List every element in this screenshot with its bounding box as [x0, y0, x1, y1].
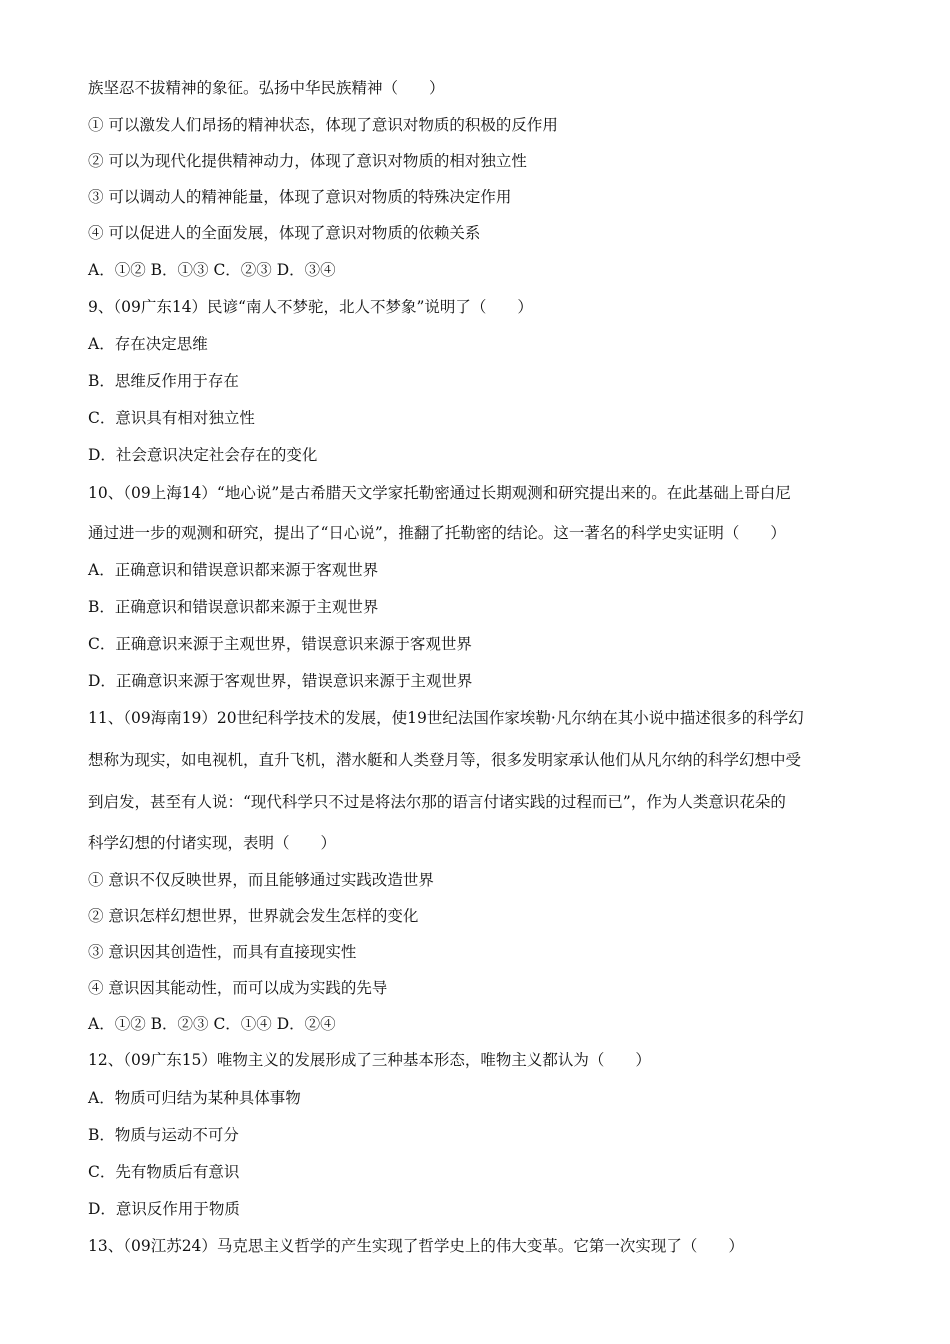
q10-stem-line-2: 通过进一步的观测和研究，提出了“日心说”，推翻了托勒密的结论。这一著名的科学史实证明（ ）	[88, 524, 786, 542]
q8-stem-continued: 族坚忍不拔精神的象征。弘扬中华民族精神（ ）	[88, 79, 445, 97]
q9-option-c: C．意识具有相对独立性	[88, 409, 255, 427]
q11-statement-2: ② 意识怎样幻想世界，世界就会发生怎样的变化	[88, 907, 419, 925]
q11-statement-3: ③ 意识因其创造性，而具有直接现实性	[88, 943, 357, 961]
q9-option-b: B．思维反作用于存在	[88, 372, 239, 390]
q12-option-a: A．物质可归结为某种具体事物	[88, 1089, 301, 1107]
q11-stem-line-2: 想称为现实，如电视机，直升飞机，潜水艇和人类登月等，很多发明家承认他们从凡尔纳的科学幻想中受	[88, 751, 802, 769]
q11-options: A．①② B．②③ C．①④ D．②④	[88, 1015, 336, 1033]
q9-stem: 9、（09广东14）民谚“南人不梦驼，北人不梦象”说明了（ ）	[88, 298, 533, 316]
q11-statement-4: ④ 意识因其能动性，而可以成为实践的先导	[88, 979, 388, 997]
q12-option-b: B．物质与运动不可分	[88, 1126, 239, 1144]
q11-stem-line-1: 11、（09海南19）20世纪科学技术的发展，使19世纪法国作家埃勒·凡尔纳在其小说中描述很多的科学幻	[88, 709, 804, 727]
q10-stem-line-1: 10、（09上海14）“地心说”是古希腊天文学家托勒密通过长期观测和研究提出来的。在此基础上哥白尼	[88, 484, 791, 502]
q10-option-a: A．正确意识和错误意识都来源于客观世界	[88, 561, 379, 579]
q9-option-a: A．存在决定思维	[88, 335, 208, 353]
q10-option-b: B．正确意识和错误意识都来源于主观世界	[88, 598, 379, 616]
q8-statement-4: ④ 可以促进人的全面发展，体现了意识对物质的依赖关系	[88, 224, 481, 242]
q12-stem: 12、（09广东15）唯物主义的发展形成了三种基本形态，唯物主义都认为（ ）	[88, 1051, 651, 1069]
q9-option-d: D．社会意识决定社会存在的变化	[88, 446, 318, 464]
q12-option-c: C．先有物质后有意识	[88, 1163, 240, 1181]
q11-stem-line-4: 科学幻想的付诸实现，表明（ ）	[88, 834, 337, 852]
q8-statement-2: ② 可以为现代化提供精神动力，体现了意识对物质的相对独立性	[88, 152, 527, 170]
q10-option-d: D．正确意识来源于客观世界，错误意识来源于主观世界	[88, 672, 473, 690]
q12-option-d: D．意识反作用于物质	[88, 1200, 240, 1218]
q10-option-c: C．正确意识来源于主观世界，错误意识来源于客观世界	[88, 635, 472, 653]
q8-options: A．①② B．①③ C．②③ D．③④	[88, 261, 336, 279]
q8-statement-3: ③ 可以调动人的精神能量，体现了意识对物质的特殊决定作用	[88, 188, 512, 206]
q13-stem: 13、（09江苏24）马克思主义哲学的产生实现了哲学史上的伟大变革。它第一次实现了（ ）	[88, 1237, 744, 1255]
q8-statement-1: ① 可以激发人们昂扬的精神状态，体现了意识对物质的积极的反作用	[88, 116, 558, 134]
q11-statement-1: ① 意识不仅反映世界，而且能够通过实践改造世界	[88, 871, 434, 889]
q11-stem-line-3: 到启发，甚至有人说：“现代科学只不过是将法尔那的语言付诸实践的过程而已”，作为人类意识花朵的	[88, 793, 786, 811]
